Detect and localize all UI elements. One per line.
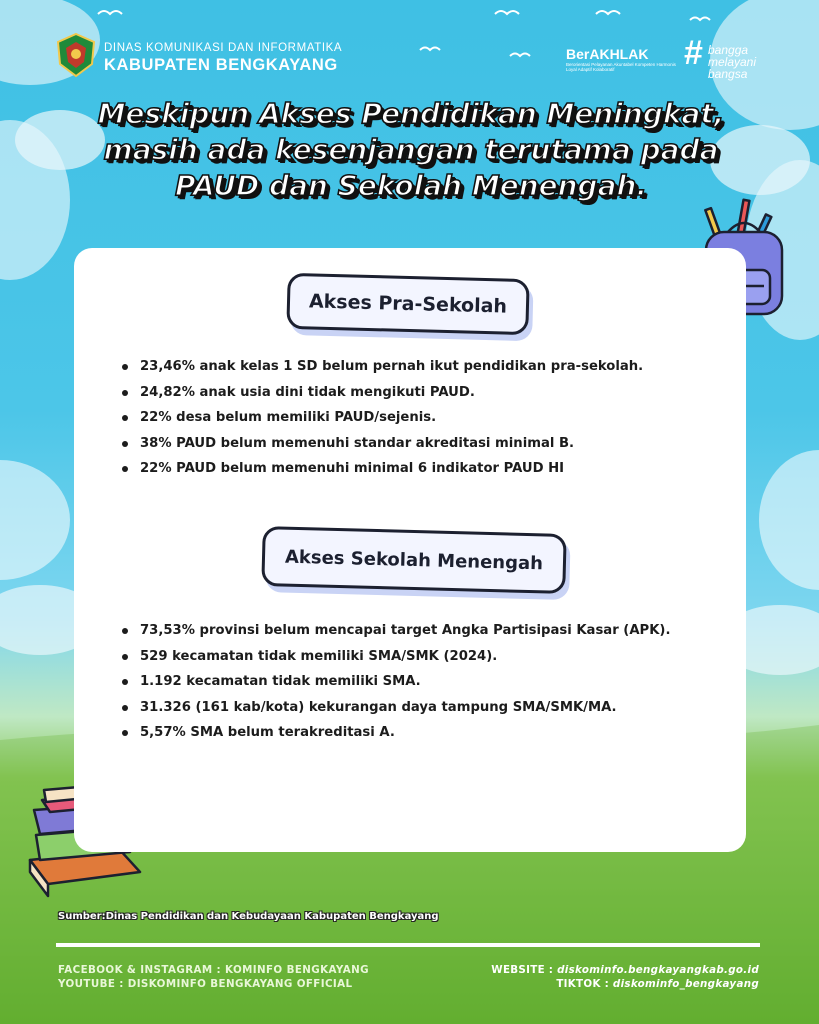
headline-line-2: masih ada kesenjangan terutama pada: [103, 133, 719, 166]
pra-sekolah-list: [118, 358, 643, 486]
hashtag-word-2: melayani: [708, 55, 757, 69]
headline-line-1: Meskipun Akses Pendidikan Meningkat,: [97, 97, 725, 130]
tiktok-label: TIKTOK :: [556, 978, 610, 990]
source-note: Sumber:Dinas Pendidikan dan Kebudayaan Kabupaten Bengkayang: [58, 911, 439, 922]
footer-divider: [56, 943, 760, 947]
tiktok-handle: diskominfo_bengkayang: [612, 978, 759, 990]
footer-contact: [491, 963, 759, 991]
list-item: 23,46% anak kelas 1 SD belum pernah ikut pendidikan pra-sekolah.: [118, 358, 643, 384]
headline: [86, 96, 736, 204]
list-item: 529 kecamatan tidak memiliki SMA/SMK (2024).: [118, 648, 670, 674]
social-media-line: FACEBOOK & INSTAGRAM : KOMINFO BENGKAYANG: [58, 964, 369, 976]
website-line: [491, 963, 759, 977]
headline-line-3: PAUD dan Sekolah Menengah.: [174, 169, 648, 202]
list-item: 22% desa belum memiliki PAUD/sejenis.: [118, 409, 643, 435]
section-banner-sekolah-menengah: [261, 526, 566, 594]
list-item: 1.192 kecamatan tidak memiliki SMA.: [118, 673, 670, 699]
youtube-line: YOUTUBE : DISKOMINFO BENGKAYANG OFFICIAL: [58, 978, 353, 990]
section-banner-pra-sekolah: [286, 273, 529, 335]
berakhlak-logo: [566, 46, 676, 72]
hashtag-word-1: bangga: [708, 43, 749, 57]
list-item: 24,82% anak usia dini tidak mengikuti PAUD.: [118, 384, 643, 410]
regency-crest-icon: [54, 32, 98, 78]
section-title-pra-sekolah: Akses Pra-Sekolah: [308, 290, 508, 318]
sekolah-menengah-list: [118, 622, 670, 750]
list-item: 31.326 (161 kab/kota) kekurangan daya tampung SMA/SMK/MA.: [118, 699, 670, 725]
berakhlak-tagline: Berorientasi Pelayanan Akuntabel Kompeten Harmonis Loyal Adaptif Kolaboratif: [566, 62, 676, 72]
list-item: 38% PAUD belum memenuhi standar akreditasi minimal B.: [118, 435, 643, 461]
list-item: 5,57% SMA belum terakreditasi A.: [118, 724, 670, 750]
website-link[interactable]: diskominfo.bengkayangkab.go.id: [557, 964, 759, 976]
section-title-sekolah-menengah: Akses Sekolah Menengah: [284, 546, 544, 574]
tiktok-line: [491, 977, 759, 991]
hashtag-word-3: bangsa: [708, 67, 748, 81]
list-item: 22% PAUD belum memenuhi minimal 6 indikator PAUD HI: [118, 460, 643, 486]
list-item: 73,53% provinsi belum mencapai target Angka Partisipasi Kasar (APK).: [118, 622, 670, 648]
agency-name: DINAS KOMUNIKASI DAN INFORMATIKA: [104, 42, 343, 54]
hashtag-icon: #: [684, 34, 703, 72]
regency-name: KABUPATEN BENGKAYANG: [104, 56, 338, 74]
website-label: WEBSITE :: [491, 964, 554, 976]
footer-social: [58, 963, 369, 991]
berakhlak-title: BerAKHLAK: [566, 46, 649, 62]
